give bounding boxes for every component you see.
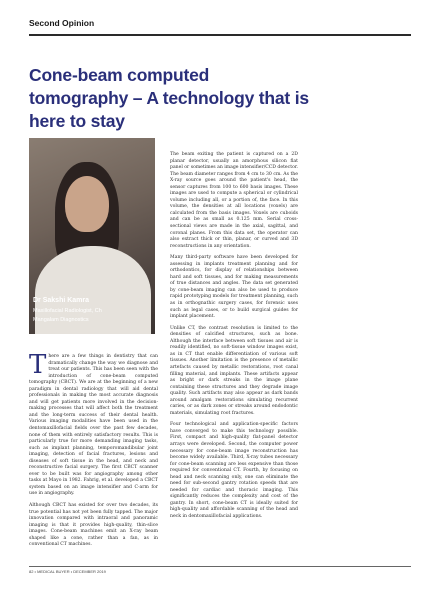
article-column-right: [170, 152, 298, 526]
section-label: Second Opinion: [29, 18, 95, 28]
article-headline: Cone-beam computed tomography – A technology that is here to stay: [29, 65, 309, 131]
page-footer: 82 • MEDICAL BUYER • DECEMBER 2019: [29, 569, 106, 574]
header-divider: [29, 34, 411, 36]
paragraph-text: here are a few things in dentistry that can dramatically change the way we diagnose and treat our patients. This has been seen with the introduction of cone-beam computed tomography (CBCT). We are at the beginning of a new paradigm in dental radiology that will aid dental professionals in making the most accurate diagnosis and will get patients more involved in the decision-making processes that will affect both the treatment and the long-term success of their dental health. Various imaging modalities have been used in the dentomaxillofacial fields over the past few decades, none of them with entirely satisfactory results. This is particularly true for more demanding imaging tasks, such as implant planning, temporomandibular joint imaging, detection of facial fractures, lesions and diseases of soft tissue in the head, and neck and reconstructive facial surgery. The first CBCT scanner ever to be built was for angiography among other tasks at Mayo in 1982. Fahrig, et al. developed a CBCT system based on an image intensifier and C-arm for use in angiography.: [29, 354, 158, 497]
author-photo: [29, 138, 155, 334]
author-organization: Mangalam Diagnostics: [33, 317, 89, 323]
author-title: Maxillofacial Radiologist, Ch: [33, 308, 102, 314]
author-name: Dr Sakshi Kamra: [33, 297, 90, 304]
article-paragraph: Many third-party software have been developed for assessing in implants treatment planning and for orthodontics, for display of relationships between hard and soft tissues, and for making measurements of true distances and angles. The data set generated by cone-beam imaging can also be used to produce rapid prototyping models for treatment planning, such as in orthognathic surgery cases, for forensic uses such as legal cases, or to build surgical guides for implant placement.: [170, 255, 298, 320]
article-column-left: [29, 350, 158, 554]
footer-divider: [29, 566, 411, 567]
article-paragraph: Although CBCT has existed for over two decades, its true potential has not yet been fully tapped. The major innovation compared with intraoral and panoramic imaging is that it provides high-quality, thin-slice images. Cone-beam machines emit an X-ray beam shaped like a cone, rather than a fan, as in conventional CT machines.: [29, 503, 158, 548]
photo-face: [65, 176, 109, 232]
article-paragraph: Four technological and application-specific factors have converged to make this technology possible. First, compact and high-quality flat-panel detector arrays were developed. Second, the computer power necessary for cone-beam image reconstruction has become widely available. Third, X-ray tubes necessary for cone-beam scanning are less expensive than those required for conventional CT. Fourth, by focusing on head and neck scanning only, one can eliminate the need for sub-second gantry rotation speeds that are needed for cardiac and thoracic imaging. This significantly reduces the complexity and cost of the gantry. In short, cone-beam CT is ideally suited for high-quality and affordable scanning of the head and neck in dentomaxillofacial applications.: [170, 422, 298, 519]
article-paragraph: Unlike CT, the contrast resolution is limited to the densities of calcified structures, such as bone. Although the interface between soft tissues and air is readily identified, no soft-tissue window images exist, as in CT that enable differentiation of various soft tissues. Another limitation is the presence of metallic artefacts caused by metallic restorations, root canal filling material, and implants. These artifacts appear as bright or dark streaks in the image plane containing these structures and they degrade image quality. Such artifacts may also appear as dark bands around amalgam restorations simulating recurrent caries, or as dark zones or streaks around endodontic materials, simulating root fractures.: [170, 325, 298, 416]
article-paragraph: [29, 350, 158, 498]
drop-cap: T: [29, 350, 47, 380]
article-paragraph: The beam exiting the patient is captured on a 2D planar detector, usually an amorphous silicon flat panel or sometimes an image intensifier/CCD detector. The beam diameter ranges from 4 cm to 30 cm. As the X-ray source goes around the patient's head, the sensor captures from 100 to 600 basis images. These images are used to compute a spherical or cylindrical volume including all, or a portion of, the face. In this volume, the densities at all locations (voxels) are calculated from the basis images. Voxels are cuboids and can be as small as 0.125 mm. Serial cross-sectional views are made in the axial, sagittal, and coronal planes. From this data set, the operator can also extract thick or thin, planar, or curved and 3D reconstructions in any orientation.: [170, 152, 298, 249]
